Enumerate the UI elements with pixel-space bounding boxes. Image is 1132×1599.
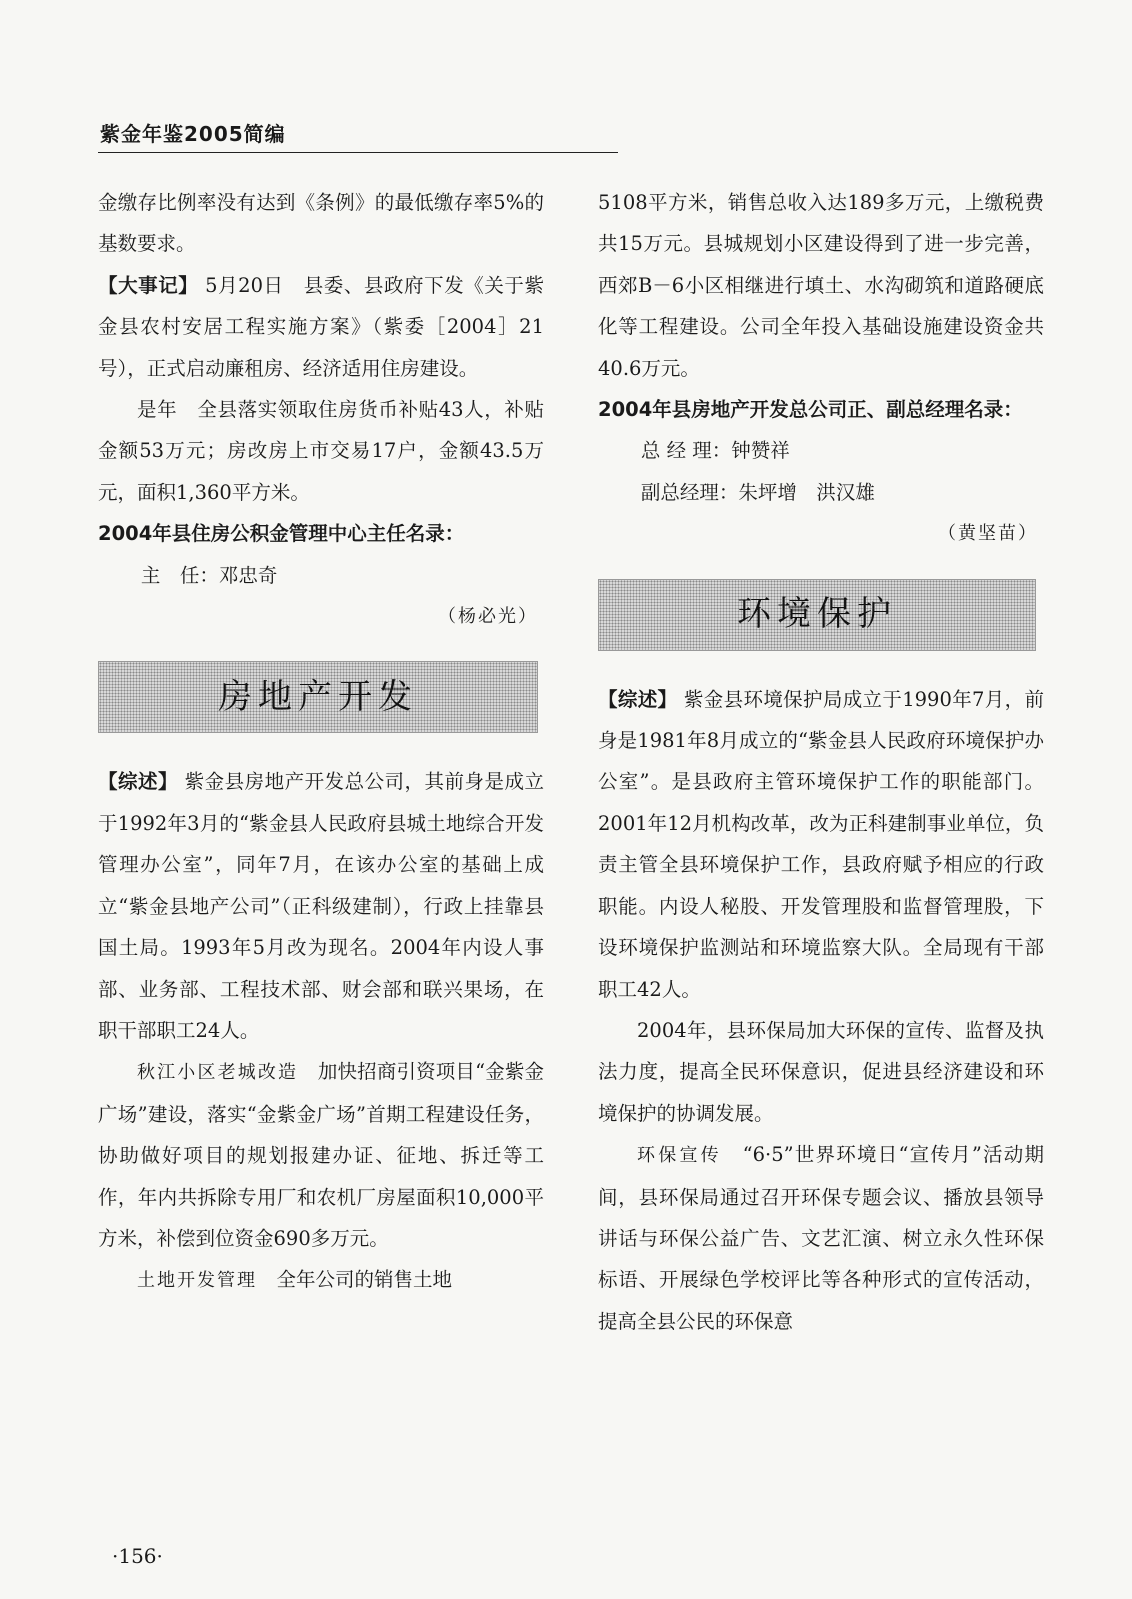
section-title: 房地产开发 <box>218 676 418 717</box>
page-number: ·156· <box>112 1544 163 1568</box>
roster-title: 2004年县房地产开发总公司正、副总经理名录： <box>598 398 1023 422</box>
running-title: 紫金年鉴2005简编 <box>100 122 286 146</box>
author-credit: （黄坚苗） <box>938 523 1038 545</box>
section-title: 环境保护 <box>737 593 897 634</box>
paragraph <box>98 1051 544 1259</box>
paragraph-text: “6·5”世界环境日“宣传月”活动期间，县环保局通过召开环保专题会议、播放县领导讲话与环保公益广告、文艺汇演、树立永久性环保标语、开展绿色学校评比等各种形式的宣传活动，提高全县公民的环保意 <box>598 1143 1045 1333</box>
keyword-label: 【综述】 <box>598 687 678 711</box>
paragraph-text: 加快招商引资项目“金紫金广场”建设，落实“金紫金广场”首期工程建设任务，协助做好项目的规划报建办证、征地、拆迁等工作，年内共拆除专用厂和农机厂房屋面积10,000平方米，补偿到位资金690多万元。 <box>98 1060 544 1250</box>
paragraph-text: 全年公司的销售土地 <box>257 1268 453 1292</box>
paragraph <box>98 1259 544 1301</box>
roster-item: 总 经 理：钟赞祥 <box>640 439 790 463</box>
paragraph: 5108平方米，销售总收入达189多万元，上缴税费共15万元。县城规划小区建设得到了进一步完善，西郊B－6小区相继进行填土、水沟砌筑和道路硬底化等工程建设。公司全年投入基础设施建设资金共40.6万元。 <box>598 191 1044 380</box>
section-banner-real-estate <box>98 661 538 733</box>
paragraph-overview <box>598 679 1044 1010</box>
paragraph <box>598 1134 1044 1342</box>
paragraph-text: 5月20日 县委、县政府下发《关于紫金县农村安居工程实施方案》（紫委［2004］21号），正式启动廉租房、经济适用住房建设。 <box>98 273 544 380</box>
left-column <box>98 182 544 1302</box>
subhead: 环保宣传 <box>637 1145 722 1167</box>
subhead: 秋江小区老城改造 <box>137 1062 299 1084</box>
paragraph-text: 紫金县房地产开发总公司，其前身是成立于1992年3月的“紫金县人民政府县城土地综合开发管理办公室”，同年7月，在该办公室的基础上成立“紫金县地产公司”（正科级建制），行政上挂靠县国土局。1993年5月改为现名。2004年内设人事部、业务部、工程技术部、财会部和联兴果场，在职干部职工24人。 <box>98 770 544 1042</box>
header-rule <box>98 152 618 153</box>
keyword-label: 【大事记】 <box>98 273 199 297</box>
paragraph: 金缴存比例率没有达到《条例》的最低缴存率5%的基数要求。 <box>98 191 544 256</box>
paragraph-text: 紫金县环境保护局成立于1990年7月，前身是1981年8月成立的“紫金县人民政府环境保护办公室”。是县政府主管环境保护工作的职能部门。2001年12月机构改革，改为正科建制事业单位，负责主管全县环境保护工作，县政府赋予相应的行政职能。内设人秘股、开发管理股和监督管理股，下设环境保护监测站和环境监察大队。全局现有干部职工42人。 <box>598 687 1044 1001</box>
paragraph-major-events <box>98 265 544 389</box>
right-column <box>598 182 1044 1342</box>
roster-item: 副总经理：朱坪增 洪汉雄 <box>640 480 875 504</box>
roster-item: 主 任：邓忠奇 <box>140 563 278 587</box>
section-banner-environment <box>598 579 1036 651</box>
keyword-label: 【综述】 <box>98 770 178 794</box>
paragraph-overview <box>98 761 544 1051</box>
subhead: 土地开发管理 <box>137 1270 257 1292</box>
roster-title: 2004年县住房公积金管理中心主任名录： <box>98 522 465 546</box>
paragraph: 是年 全县落实领取住房货币补贴43人，补贴金额53万元；房改房上市交易17户，金额43.5万元，面积1,360平方米。 <box>98 398 544 504</box>
author-credit: （杨必光） <box>438 606 538 628</box>
paragraph: 2004年，县环保局加大环保的宣传、监督及执法力度，提高全民环保意识，促进县经济建设和环境保护的协调发展。 <box>598 1018 1044 1125</box>
